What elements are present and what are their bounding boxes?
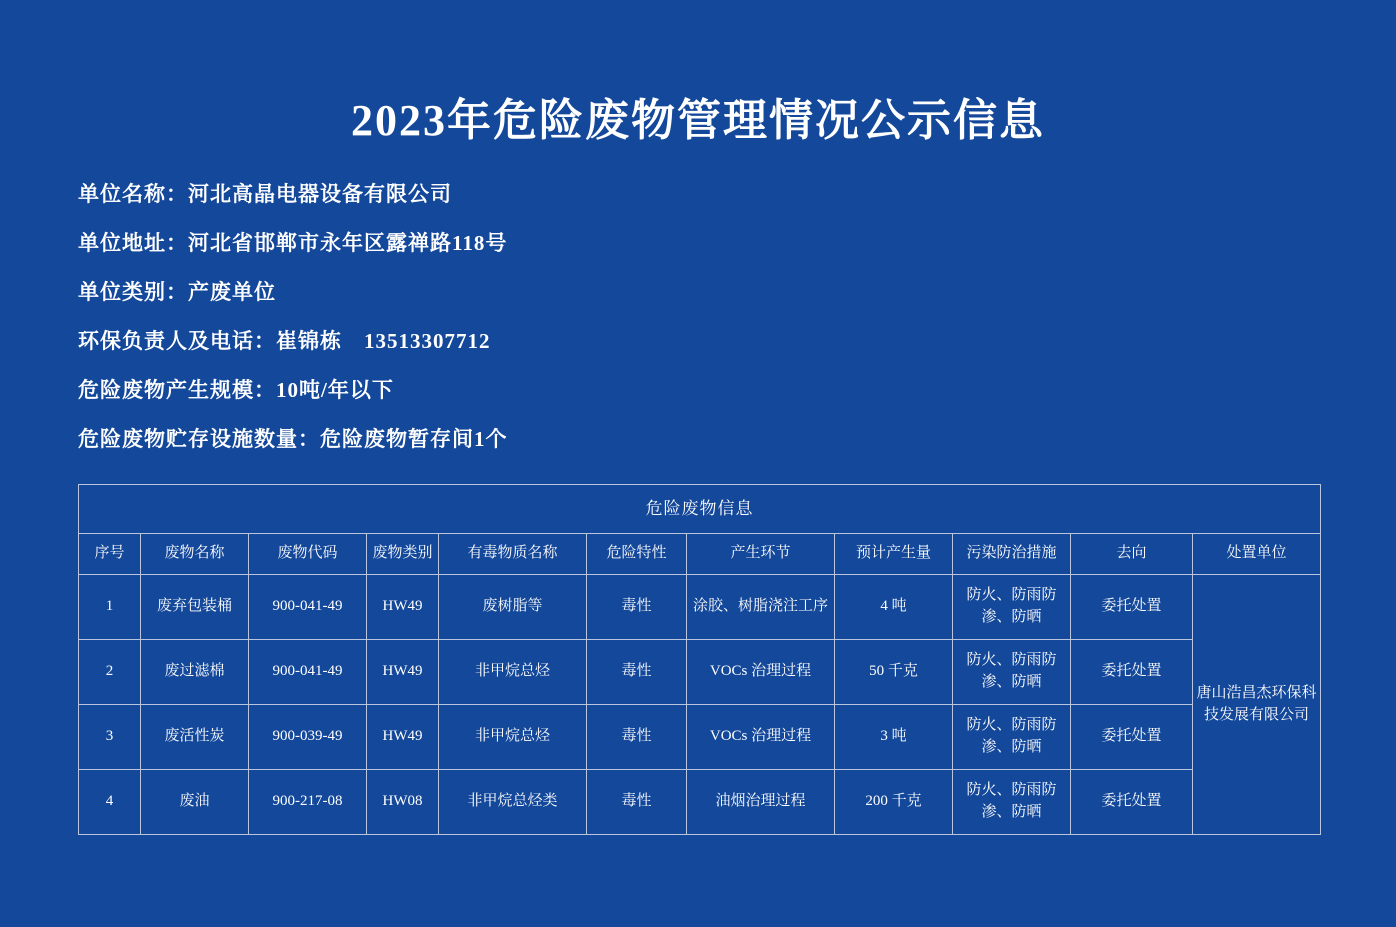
column-header-disposal-unit: 处置单位 <box>1193 534 1321 575</box>
cell-waste-code: 900-217-08 <box>249 770 367 835</box>
cell-toxic-substance: 非甲烷总烃 <box>439 705 587 770</box>
column-header-hazard-property: 危险特性 <box>587 534 687 575</box>
cell-no: 3 <box>79 705 141 770</box>
meta-label-company-name: 单位名称： <box>78 181 188 206</box>
column-header-no: 序号 <box>79 534 141 575</box>
cell-generation-stage: 油烟治理过程 <box>687 770 835 835</box>
meta-value-storage-facilities: 危险废物暂存间1个 <box>320 426 508 451</box>
cell-waste-name: 废油 <box>141 770 249 835</box>
cell-estimated-amount: 4 吨 <box>835 575 953 640</box>
table-row <box>79 705 1321 770</box>
cell-generation-stage: VOCs 治理过程 <box>687 640 835 705</box>
table-row <box>79 770 1321 835</box>
table-header-row <box>79 534 1321 575</box>
cell-no: 1 <box>79 575 141 640</box>
meta-row-company-name <box>70 181 1326 206</box>
meta-value-company-category: 产废单位 <box>188 279 276 304</box>
table-row <box>79 640 1321 705</box>
cell-generation-stage: VOCs 治理过程 <box>687 705 835 770</box>
column-header-waste-name: 废物名称 <box>141 534 249 575</box>
cell-pollution-measures: 防火、防雨防渗、防晒 <box>953 705 1071 770</box>
cell-pollution-measures: 防火、防雨防渗、防晒 <box>953 640 1071 705</box>
table-row <box>79 575 1321 640</box>
meta-value-waste-scale: 10吨/年以下 <box>276 377 394 402</box>
cell-destination: 委托处置 <box>1071 640 1193 705</box>
hazardous-waste-table-wrapper <box>70 484 1326 835</box>
meta-value-company-address: 河北省邯郸市永年区露禅路118号 <box>188 230 508 255</box>
column-header-waste-category: 废物类别 <box>367 534 439 575</box>
cell-waste-name: 废弃包装桶 <box>141 575 249 640</box>
cell-estimated-amount: 50 千克 <box>835 640 953 705</box>
meta-row-company-address <box>70 230 1326 255</box>
cell-waste-name: 废活性炭 <box>141 705 249 770</box>
document-meta-list <box>70 181 1326 451</box>
meta-row-storage-facilities <box>70 426 1326 451</box>
cell-hazard-property: 毒性 <box>587 705 687 770</box>
cell-destination: 委托处置 <box>1071 770 1193 835</box>
column-header-generation-stage: 产生环节 <box>687 534 835 575</box>
cell-estimated-amount: 200 千克 <box>835 770 953 835</box>
meta-value-company-name: 河北高晶电器设备有限公司 <box>188 181 452 206</box>
cell-hazard-property: 毒性 <box>587 770 687 835</box>
cell-destination: 委托处置 <box>1071 705 1193 770</box>
cell-waste-category: HW49 <box>367 575 439 640</box>
meta-label-waste-scale: 危险废物产生规模： <box>78 377 276 402</box>
meta-label-company-category: 单位类别： <box>78 279 188 304</box>
column-header-pollution-measures: 污染防治措施 <box>953 534 1071 575</box>
cell-waste-category: HW49 <box>367 640 439 705</box>
cell-pollution-measures: 防火、防雨防渗、防晒 <box>953 770 1071 835</box>
column-header-waste-code: 废物代码 <box>249 534 367 575</box>
meta-label-storage-facilities: 危险废物贮存设施数量： <box>78 426 320 451</box>
cell-no: 2 <box>79 640 141 705</box>
meta-value-contact: 崔锦栋 13513307712 <box>276 328 491 353</box>
meta-label-contact: 环保负责人及电话： <box>78 328 276 353</box>
cell-waste-code: 900-039-49 <box>249 705 367 770</box>
table-caption: 危险废物信息 <box>79 484 1321 534</box>
cell-waste-code: 900-041-49 <box>249 640 367 705</box>
meta-label-company-address: 单位地址： <box>78 230 188 255</box>
cell-hazard-property: 毒性 <box>587 640 687 705</box>
column-header-toxic-substance: 有毒物质名称 <box>439 534 587 575</box>
cell-waste-category: HW49 <box>367 705 439 770</box>
cell-generation-stage: 涂胶、树脂浇注工序 <box>687 575 835 640</box>
table-caption-row <box>79 484 1321 534</box>
meta-row-waste-scale <box>70 377 1326 402</box>
cell-disposal-unit: 唐山浩昌杰环保科技发展有限公司 <box>1193 575 1321 835</box>
meta-row-contact <box>70 328 1326 353</box>
meta-row-company-category <box>70 279 1326 304</box>
cell-estimated-amount: 3 吨 <box>835 705 953 770</box>
cell-hazard-property: 毒性 <box>587 575 687 640</box>
cell-toxic-substance: 非甲烷总烃类 <box>439 770 587 835</box>
cell-no: 4 <box>79 770 141 835</box>
cell-pollution-measures: 防火、防雨防渗、防晒 <box>953 575 1071 640</box>
page-title: 2023年危险废物管理情况公示信息 <box>351 96 1045 145</box>
cell-waste-code: 900-041-49 <box>249 575 367 640</box>
cell-destination: 委托处置 <box>1071 575 1193 640</box>
cell-toxic-substance: 废树脂等 <box>439 575 587 640</box>
cell-toxic-substance: 非甲烷总烃 <box>439 640 587 705</box>
hazardous-waste-table <box>78 484 1321 835</box>
cell-waste-name: 废过滤棉 <box>141 640 249 705</box>
column-header-estimated-amount: 预计产生量 <box>835 534 953 575</box>
cell-waste-category: HW08 <box>367 770 439 835</box>
column-header-destination: 去向 <box>1071 534 1193 575</box>
